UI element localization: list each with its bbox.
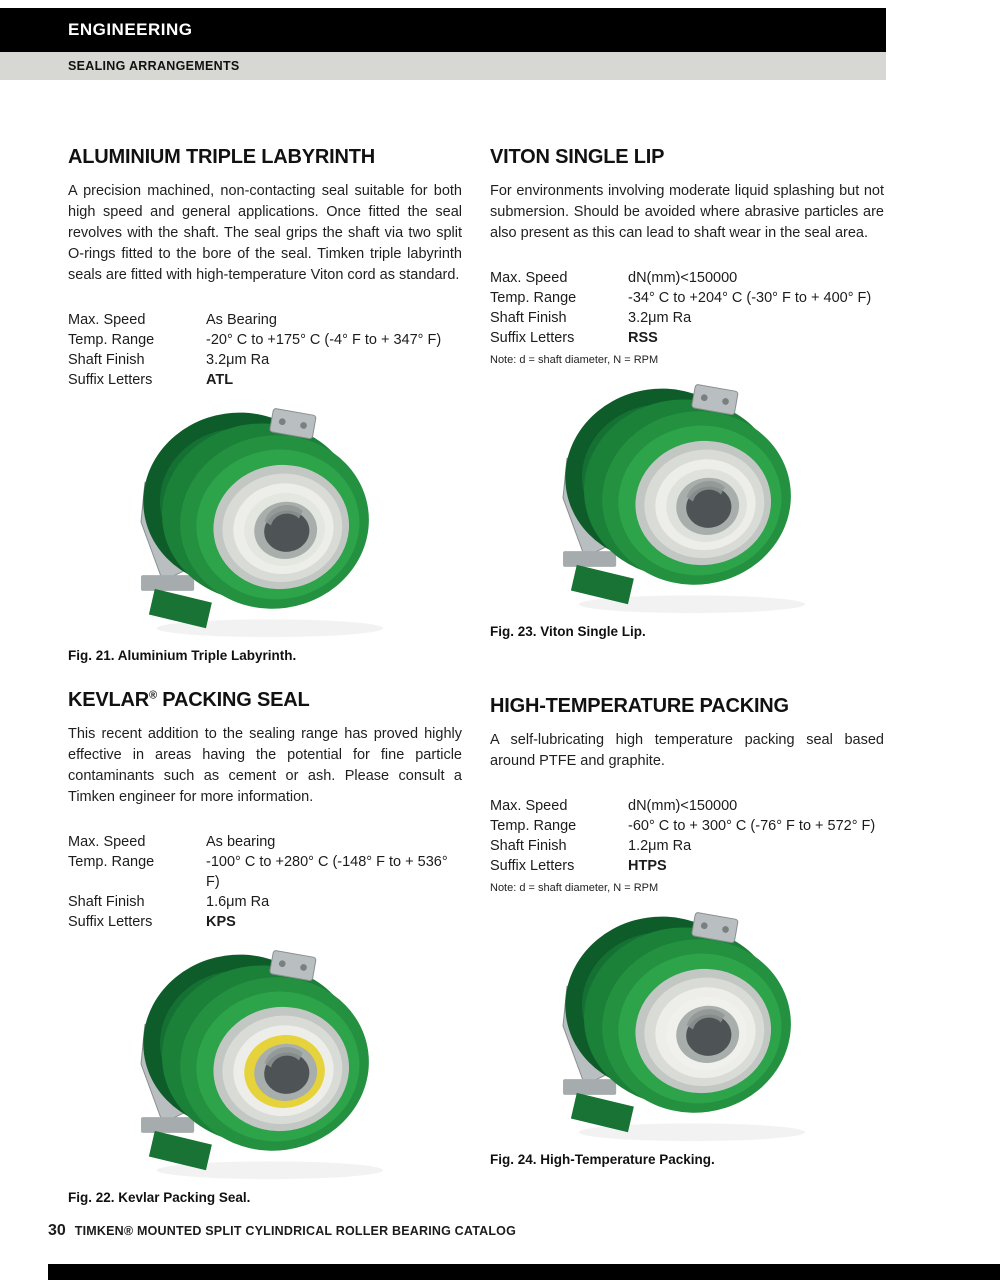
spec-row-suffix-letters bbox=[490, 856, 884, 876]
spec-label: Temp. Range bbox=[68, 332, 155, 348]
section-body: This recent addition to the sealing range has proved highly effective in areas having the potential for fine particle contaminants such as cement or ash. Please consult a Timken engineer for more information. bbox=[68, 726, 462, 805]
spec-value: dN(mm)<150000 bbox=[628, 798, 738, 814]
spec-label: Temp. Range bbox=[490, 290, 577, 306]
spec-note: Note: d = shaft diameter, N = RPM bbox=[490, 354, 659, 366]
spec-label: Temp. Range bbox=[68, 854, 155, 870]
spec-row-shaft-finish bbox=[490, 308, 884, 328]
spec-row-max-speed bbox=[68, 310, 462, 330]
figure-21 bbox=[68, 396, 462, 663]
spec-table bbox=[68, 832, 462, 932]
section-title: KEVLAR® PACKING SEAL bbox=[68, 689, 310, 711]
spec-row-shaft-finish bbox=[68, 892, 462, 912]
page-footer bbox=[48, 1222, 516, 1240]
spec-row-shaft-finish bbox=[490, 836, 884, 856]
bearing-seal-illustration bbox=[117, 396, 413, 642]
figure-23 bbox=[490, 372, 884, 639]
spec-label: Temp. Range bbox=[490, 818, 577, 834]
section-body: A self-lubricating high temperature packing seal based around PTFE and graphite. bbox=[490, 732, 884, 769]
section-high-temperature-packing bbox=[490, 695, 884, 1167]
page-number: 30 bbox=[48, 1222, 66, 1239]
figure-22 bbox=[68, 938, 462, 1205]
spec-label: Max. Speed bbox=[490, 798, 568, 814]
spec-value: ATL bbox=[206, 372, 234, 388]
right-column bbox=[490, 80, 884, 1205]
bearing-seal-illustration bbox=[539, 900, 835, 1146]
page-subheader-title: SEALING ARRANGEMENTS bbox=[68, 59, 240, 73]
spec-row-temp-range bbox=[68, 330, 462, 350]
spec-label: Shaft Finish bbox=[68, 894, 145, 910]
spec-label: Suffix Letters bbox=[68, 914, 153, 930]
spec-value: -60° C to + 300° C (-76° F to + 572° F) bbox=[628, 818, 876, 834]
figure-caption: Fig. 23. Viton Single Lip. bbox=[490, 624, 646, 639]
page-header-bar bbox=[0, 8, 886, 52]
spec-label: Max. Speed bbox=[68, 312, 146, 328]
spec-label: Shaft Finish bbox=[490, 310, 567, 326]
spec-value: 3.2μm Ra bbox=[628, 310, 692, 326]
section-body: A precision machined, non-contacting seal suitable for both high speed and general applications. Once fitted the seal revolves with the shaft. The seal grips the shaft via two split O-rings fitted to the bore of the seal. Timken triple labyrinth seals are fitted with high-temperature Viton cord as standard. bbox=[68, 183, 462, 283]
figure-caption: Fig. 24. High-Temperature Packing. bbox=[490, 1152, 715, 1167]
spec-row-max-speed bbox=[490, 796, 884, 816]
spec-label: Max. Speed bbox=[490, 270, 568, 286]
figure-caption: Fig. 22. Kevlar Packing Seal. bbox=[68, 1190, 251, 1205]
section-kevlar-packing-seal bbox=[68, 689, 462, 1205]
spec-row-temp-range bbox=[490, 816, 884, 836]
spec-row-suffix-letters bbox=[490, 328, 884, 348]
spec-row-temp-range bbox=[490, 288, 884, 308]
section-title: HIGH-TEMPERATURE PACKING bbox=[490, 695, 789, 717]
spec-table bbox=[490, 796, 884, 876]
spec-row-suffix-letters bbox=[68, 370, 462, 390]
spec-row-shaft-finish bbox=[68, 350, 462, 370]
spec-table bbox=[490, 268, 884, 348]
spec-label: Max. Speed bbox=[68, 834, 146, 850]
footer-bar bbox=[48, 1264, 1000, 1280]
page-subheader-bar bbox=[0, 52, 886, 80]
spec-value: As bearing bbox=[206, 834, 276, 850]
spec-value: RSS bbox=[628, 330, 658, 346]
spec-label: Suffix Letters bbox=[68, 372, 153, 388]
spec-label: Suffix Letters bbox=[490, 858, 575, 874]
section-title: VITON SINGLE LIP bbox=[490, 146, 665, 168]
spec-row-max-speed bbox=[490, 268, 884, 288]
spec-row-max-speed bbox=[68, 832, 462, 852]
spec-value: -20° C to +175° C (-4° F to + 347° F) bbox=[206, 332, 442, 348]
spec-value: KPS bbox=[206, 914, 236, 930]
spec-value: -34° C to +204° C (-30° F to + 400° F) bbox=[628, 290, 872, 306]
spec-value: As Bearing bbox=[206, 312, 277, 328]
bearing-seal-illustration bbox=[117, 938, 413, 1184]
spec-value: 3.2μm Ra bbox=[206, 352, 270, 368]
spec-table bbox=[68, 310, 462, 390]
bearing-seal-illustration bbox=[539, 372, 835, 618]
figure-24 bbox=[490, 900, 884, 1167]
content-area bbox=[68, 80, 884, 1205]
section-title: ALUMINIUM TRIPLE LABYRINTH bbox=[68, 146, 375, 168]
spec-value: HTPS bbox=[628, 858, 667, 874]
spec-label: Suffix Letters bbox=[490, 330, 575, 346]
section-viton-single-lip bbox=[490, 146, 884, 639]
spec-value: 1.2μm Ra bbox=[628, 838, 692, 854]
page-header-title: ENGINEERING bbox=[68, 20, 193, 39]
spec-label: Shaft Finish bbox=[490, 838, 567, 854]
spec-row-temp-range bbox=[68, 852, 462, 892]
left-column bbox=[68, 80, 462, 1205]
figure-caption: Fig. 21. Aluminium Triple Labyrinth. bbox=[68, 648, 297, 663]
spec-label: Shaft Finish bbox=[68, 352, 145, 368]
spec-value: -100° C to +280° C (-148° F to + 536° F) bbox=[206, 854, 448, 890]
footer-text: TIMKEN® MOUNTED SPLIT CYLINDRICAL ROLLER BEARING CATALOG bbox=[74, 1224, 517, 1238]
spec-value: 1.6μm Ra bbox=[206, 894, 270, 910]
section-aluminium-triple-labyrinth bbox=[68, 146, 462, 663]
section-body: For environments involving moderate liquid splashing but not submersion. Should be avoided where abrasive particles are also present as this can lead to shaft wear in the seal area. bbox=[490, 183, 884, 241]
spec-note: Note: d = shaft diameter, N = RPM bbox=[490, 882, 659, 894]
spec-value: dN(mm)<150000 bbox=[628, 270, 738, 286]
spec-row-suffix-letters bbox=[68, 912, 462, 932]
